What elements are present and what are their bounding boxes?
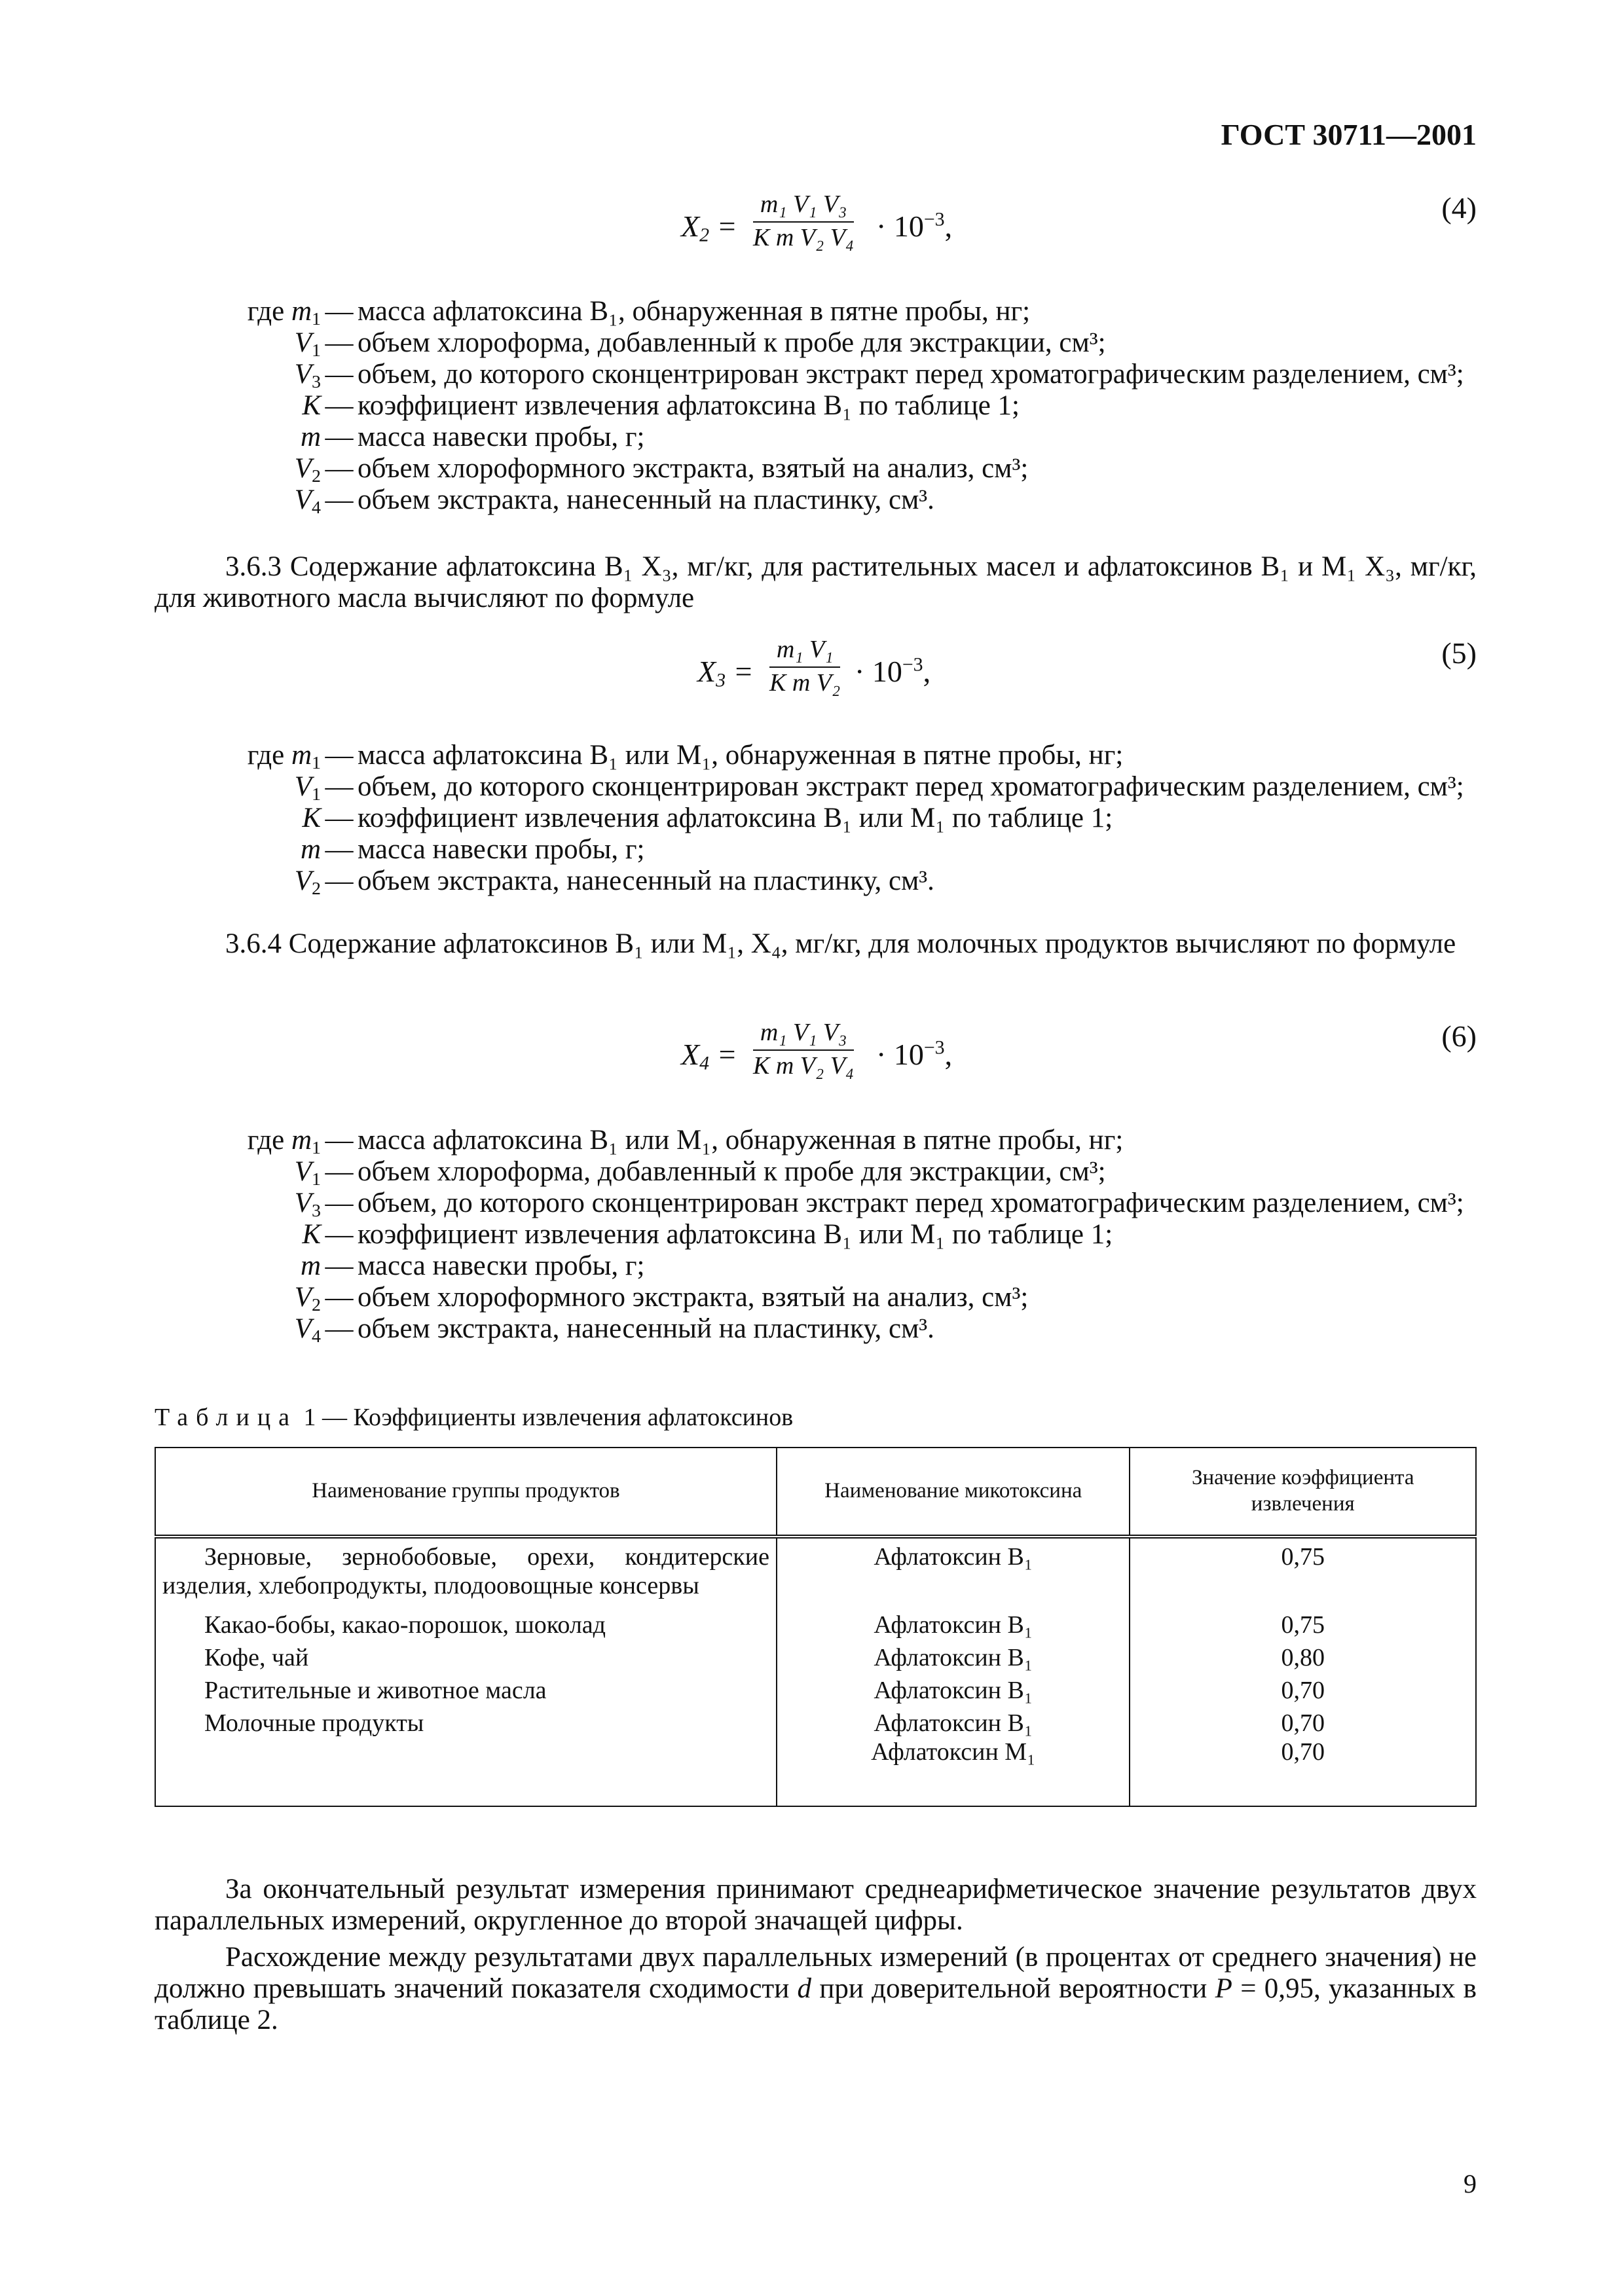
column-header-mycotoxin: Наименование микотоксина xyxy=(777,1448,1130,1537)
cell-coefficient: 0,70 0,70 xyxy=(1281,1709,1325,1766)
formula-multiplier: · $10^{-3}$, xyxy=(876,208,953,243)
document-header: ГОСТ 30711—2001 xyxy=(1221,118,1477,151)
definition-dash: — xyxy=(325,327,354,358)
definition-symbol: $V_2$ xyxy=(294,1282,321,1315)
fraction-denominator: K m V₂ xyxy=(769,668,841,697)
definition-dash: — xyxy=(325,453,354,484)
definition-text: масса афлатоксина B₁ или M₁, обнаруженная в пятне пробы, нг; xyxy=(358,1125,1124,1156)
definition-item xyxy=(145,740,1477,771)
definition-dash: — xyxy=(325,1282,354,1313)
definition-dash: — xyxy=(325,359,354,390)
definition-item xyxy=(145,1125,1477,1156)
definition-symbol: m xyxy=(300,422,321,452)
definition-item xyxy=(145,1188,1477,1219)
definitions-formula-6 xyxy=(145,1125,1477,1345)
cell-mycotoxin: Афлатоксин B₁ xyxy=(777,1639,1130,1672)
definition-symbol: m xyxy=(300,1250,321,1281)
definition-dash: — xyxy=(325,1125,354,1156)
definition-dash: — xyxy=(325,1188,354,1218)
formula-multiplier: · $10^{-3}$, xyxy=(855,653,931,688)
definition-item xyxy=(145,1156,1477,1188)
definition-symbol: K xyxy=(302,1219,321,1250)
cell-product-group: Растительные и животное масла xyxy=(155,1672,777,1705)
definition-dash: — xyxy=(325,1250,354,1281)
formula-4 xyxy=(0,190,1622,268)
definition-item xyxy=(145,327,1477,359)
definition-symbol: где $m_1$ xyxy=(247,740,321,773)
definition-text: объем экстракта, нанесенный на пластинку, см³. xyxy=(358,866,934,896)
cell-mycotoxin: Афлатоксин B₁ xyxy=(777,1537,1130,1600)
definition-text: масса навески пробы, г; xyxy=(358,1250,645,1281)
cell-coefficient: 0,70 xyxy=(1281,1677,1325,1704)
page-number: 9 xyxy=(1464,2169,1477,2198)
fraction-numerator: m₁ V₁ V₃ xyxy=(760,191,847,218)
formula-number: (6) xyxy=(1441,1019,1477,1053)
definition-text: объем хлороформа, добавленный к пробе для экстракции, см³; xyxy=(358,327,1106,358)
formula-fraction xyxy=(769,635,840,698)
definition-item xyxy=(145,1250,1477,1282)
cell-product-group: Кофе, чай xyxy=(155,1639,777,1672)
definition-text: коэффициент извлечения афлатоксина B₁ или M₁ по таблице 1; xyxy=(358,1219,1113,1250)
definition-text: объем хлороформного экстракта, взятый на анализ, см³; xyxy=(358,453,1029,484)
table-row xyxy=(155,1537,1476,1600)
definition-item xyxy=(145,1313,1477,1345)
definition-item xyxy=(145,866,1477,897)
definitions-formula-4 xyxy=(145,296,1477,516)
fraction-numerator: m₁ V₁ V₃ xyxy=(760,1019,847,1046)
cell-mycotoxin: Афлатоксин B₁ xyxy=(777,1672,1130,1705)
definition-text: объем хлороформа, добавленный к пробе для экстракции, см³; xyxy=(358,1156,1106,1187)
table-1 xyxy=(155,1447,1477,1807)
definition-dash: — xyxy=(325,803,354,833)
definition-symbol: $V_4$ xyxy=(294,1313,321,1347)
definition-symbol: $V_1$ xyxy=(294,771,321,805)
definition-dash: — xyxy=(325,1156,354,1187)
definition-dash: — xyxy=(325,740,354,771)
formula-number: (4) xyxy=(1441,191,1477,225)
definition-item xyxy=(145,484,1477,516)
definition-text: коэффициент извлечения афлатоксина B₁ или M₁ по таблице 1; xyxy=(358,803,1113,833)
definition-item xyxy=(145,1282,1477,1313)
definition-symbol: $V_1$ xyxy=(294,1156,321,1190)
fraction-denominator: K m V₂ V₄ xyxy=(753,1051,855,1080)
definition-text: масса навески пробы, г; xyxy=(358,422,645,452)
definition-text: коэффициент извлечения афлатоксина B₁ по таблице 1; xyxy=(358,390,1020,421)
definition-symbol: K xyxy=(302,803,321,833)
cell-mycotoxin: Афлатоксин B₁ xyxy=(777,1600,1130,1639)
definitions-formula-5 xyxy=(145,740,1477,897)
definition-symbol: $V_2$ xyxy=(294,453,321,486)
definition-symbol: $V_4$ xyxy=(294,484,321,518)
definition-symbol: где $m_1$ xyxy=(247,1125,321,1158)
definition-symbol: K xyxy=(302,390,321,421)
definition-text: объем, до которого сконцентрирован экстракт перед хроматографическим разделением, см³; xyxy=(358,1188,1464,1218)
definition-dash: — xyxy=(325,771,354,802)
table-row xyxy=(155,1600,1476,1639)
formula-fraction xyxy=(753,190,854,253)
definition-text: масса афлатоксина B₁ или M₁, обнаруженная в пятне пробы, нг; xyxy=(358,740,1124,771)
definition-dash: — xyxy=(325,1313,354,1344)
paragraph-discrepancy: Расхождение между результатами двух параллельных измерений (в процентах от среднего значения) не должно превышать значений показателя сходимости d при доверительной вероятности P = 0,95, указанных в таблице 2. xyxy=(155,1942,1477,2035)
formula-lhs: $X_4$ = xyxy=(681,1038,737,1074)
definition-item xyxy=(145,359,1477,390)
definition-text: объем хлороформного экстракта, взятый на анализ, см³; xyxy=(358,1282,1029,1313)
definition-symbol: $V_1$ xyxy=(294,327,321,361)
definition-symbol: $V_3$ xyxy=(294,359,321,392)
cell-mycotoxin: Афлатоксин B₁ Афлатоксин M₁ xyxy=(777,1705,1130,1806)
definition-symbol: $V_2$ xyxy=(294,866,321,899)
table-row xyxy=(155,1639,1476,1672)
definition-item xyxy=(145,771,1477,803)
definition-text: масса афлатоксина B₁, обнаруженная в пятне пробы, нг; xyxy=(358,296,1031,327)
definition-item xyxy=(145,1219,1477,1250)
formula-fraction xyxy=(753,1018,854,1081)
column-header-coefficient: Значение коэффициента извлечения xyxy=(1130,1448,1476,1537)
formula-6 xyxy=(0,1018,1622,1097)
definition-item xyxy=(145,296,1477,327)
definition-symbol: где $m_1$ xyxy=(247,296,321,329)
definition-dash: — xyxy=(325,834,354,865)
formula-lhs: $X_2$ = xyxy=(681,210,737,246)
table-caption: Таблица 1 — Коэффициенты извлечения афлатоксинов xyxy=(155,1404,794,1431)
cell-product-group: Молочные продукты xyxy=(155,1705,777,1806)
fraction-numerator: m₁ V₁ xyxy=(776,636,834,663)
cell-product-group: Зерновые, зернобобовые, орехи, кондитерские изделия, хлебопродукты, плодоовощные консервы xyxy=(155,1537,777,1600)
definition-item xyxy=(145,422,1477,453)
definition-text: объем экстракта, нанесенный на пластинку, см³. xyxy=(358,484,934,515)
formula-multiplier: · $10^{-3}$, xyxy=(876,1036,953,1071)
cell-coefficient: 0,75 xyxy=(1281,1543,1325,1571)
column-header-product-group: Наименование группы продуктов xyxy=(155,1448,777,1537)
definition-item xyxy=(145,453,1477,484)
cell-coefficient: 0,75 xyxy=(1281,1611,1325,1639)
definition-text: объем экстракта, нанесенный на пластинку, см³. xyxy=(358,1313,934,1344)
definition-item xyxy=(145,803,1477,834)
definition-symbol: m xyxy=(300,834,321,865)
definition-text: объем, до которого сконцентрирован экстракт перед хроматографическим разделением, см³; xyxy=(358,771,1464,802)
cell-coefficient: 0,80 xyxy=(1281,1644,1325,1671)
definition-dash: — xyxy=(325,866,354,896)
formula-lhs: $X_3$ = xyxy=(697,655,754,691)
formula-5 xyxy=(0,635,1622,714)
fraction-denominator: K m V₂ V₄ xyxy=(753,223,855,251)
formula-number: (5) xyxy=(1441,636,1477,670)
paragraph-3-6-4: 3.6.4 Содержание афлатоксинов B₁ или M₁, X₄, мг/кг, для молочных продуктов вычисляют по формуле xyxy=(225,928,1456,959)
definition-text: масса навески пробы, г; xyxy=(358,834,645,865)
table-row xyxy=(155,1705,1476,1806)
definition-symbol: $V_3$ xyxy=(294,1188,321,1221)
definition-item xyxy=(145,390,1477,422)
definition-dash: — xyxy=(325,422,354,452)
paragraph-final-result: За окончательный результат измерения принимают среднеарифметическое значение результатов двух параллельных измерений, округленное до второй значащей цифры. xyxy=(155,1874,1477,1936)
definition-dash: — xyxy=(325,484,354,515)
definition-text: объем, до которого сконцентрирован экстракт перед хроматографическим разделением, см³; xyxy=(358,359,1464,390)
definition-dash: — xyxy=(325,1219,354,1250)
table-row xyxy=(155,1672,1476,1705)
paragraph-3-6-3: 3.6.3 Содержание афлатоксина B₁ X₃, мг/кг, для растительных масел и афлатоксинов B₁ и M₁ X₃, мг/кг, для животного масла вычисляют по формуле xyxy=(155,551,1477,613)
definition-dash: — xyxy=(325,296,354,327)
cell-product-group: Какао-бобы, какао-порошок, шоколад xyxy=(155,1600,777,1639)
definition-dash: — xyxy=(325,390,354,421)
definition-item xyxy=(145,834,1477,866)
